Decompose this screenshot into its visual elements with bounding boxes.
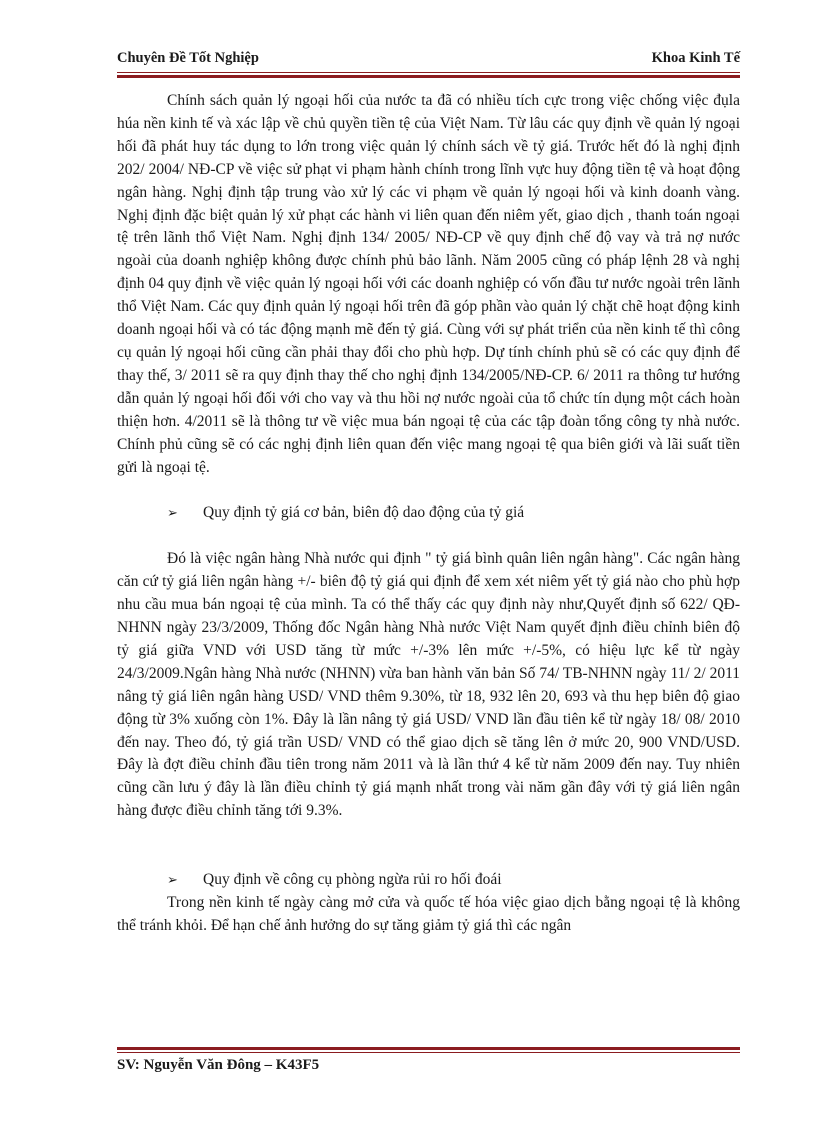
header-rule	[117, 72, 740, 78]
page-footer-student: SV: Nguyễn Văn Đông – K43F5	[117, 1057, 320, 1073]
section-heading-exchange-rate	[117, 502, 740, 525]
paragraph-exchange-rate-band: Đó là việc ngân hàng Nhà nước qui định " tỷ giá bình quân liên ngân hàng". Các ngân hàng căn cứ tỷ giá liên ngân hàng +/- biên độ tỷ giá qui định để xem xét niêm yết tỷ giá nào cho phù hợp nhu cầu mua bán ngoại tệ của mình. Ta có thể thấy các quy định này như,Quyết định số 622/ QĐ-NHNN ngày 23/3/2009, Thống đốc Ngân hàng Nhà nước Việt Nam quyết định điều chỉnh biên độ tỷ giá giữa VND với USD tăng từ mức +/-3% lên mức +/-5%, có hiệu lực kể từ ngày 24/3/2009.Ngân hàng Nhà nước (NHNN) vừa ban hành văn bản Số 74/ TB-NHNN ngày 11/ 2/ 2011 nâng tỷ giá liên ngân hàng USD/ VND thêm 9.30%, từ 18, 932 lên 20, 693 và thu hẹp biên độ giao động từ 3% xuống còn 1%. Đây là lần nâng tỷ giá USD/ VND lần đầu tiên kể từ ngày 18/ 08/ 2010 đến nay. Theo đó, tỷ giá trần USD/ VND có thể giao dịch sẽ tăng lên ở mức 20, 900 VND/USD. Đây là đợt điều chỉnh đầu tiên trong năm 2011 và là lần thứ 4 kể từ năm 2009 đến nay. Tuy nhiên cũng cần lưu ý đây là lần điều chỉnh tỷ giá mạnh nhất trong vài năm gần đây với tỷ giá liên ngân hàng được điều chỉnh tăng tới 9.3%.	[117, 550, 740, 820]
paragraph-foreign-exchange-policy: Chính sách quản lý ngoại hối của nước ta đã có nhiều tích cực trong việc chống việc đụla húa nền kinh tế và xác lập về chủ quyền tiền tệ của Việt Nam. Từ lâu các quy định về quản lý ngoại hối đã phát huy tác dụng to lớn trong việc quản lý chính sách về tỷ giá. Trước hết đó là nghị định 202/ 2004/ NĐ-CP về việc sử phạt vi phạm hành chính trong lĩnh vực huy động tiền tệ và hoạt động ngân hàng. Nghị định tập trung vào xử lý các vi phạm về quản lý ngoại hối và kinh doanh vàng. Nghị định đặc biệt quản lý xử phạt các hành vi liên quan đến niêm yết, giao dịch , thanh toán ngoại tệ trên lãnh thổ Việt Nam. Nghị định 134/ 2005/ NĐ-CP về quy định chế độ vay và trả nợ nước ngoài của doanh nghiệp không được chính phủ bảo lãnh. Năm 2005 cũng có pháp lệnh 28 và nghị định 04 quy định về việc quản lý ngoại hối với các doanh nghiệp có vốn đầu tư nước ngoài trên lãnh thổ Việt Nam. Các quy định quản lý ngoại hối trên đã góp phần vào quản lý chặt chẽ hoạt động kinh doanh ngoại hối và có tác động mạnh mẽ đến tỷ giá. Cùng với sự phát triển của nền kinh tế thì công cụ quản lý ngoại hối cũng cần phải thay đổi cho phù hợp. Dự tính chính phủ sẽ có các quy định để thay thế, 3/ 2011 sẽ ra quy định thay thế cho nghị định 134/2005/NĐ-CP. 6/ 2011 ra thông tư hướng dẫn quản lý ngoại hối đối với cho vay và thu hồi nợ nước ngoài của tổ chức tín dụng một cách hoàn thiện hơn. 4/2011 sẽ là thông tư về việc mua bán ngoại tệ của các tập đoàn tổng công ty nhà nước. Chính phủ cũng sẽ có các nghị định liên quan đến việc mang ngoại tệ qua biên giới và lãi suất tiền gửi là ngoại tệ.	[117, 92, 740, 476]
header-title: Chuyên Đề Tốt Nghiệp	[117, 50, 259, 66]
paragraph-hedging-intro: Trong nền kinh tế ngày càng mở cửa và quốc tế hóa việc giao dịch bằng ngoại tệ là không thể tránh khỏi. Để hạn chế ảnh hưởng do sự tăng giảm tỷ giá thì các ngân	[117, 894, 740, 934]
document-body	[117, 90, 740, 938]
footer-rule	[117, 1047, 740, 1053]
section-heading-text: Quy định tỷ giá cơ bản, biên độ dao động của tỷ giá	[203, 504, 525, 522]
section-heading-hedging-tools	[117, 869, 740, 892]
section-heading-text: Quy định về công cụ phòng ngừa rủi ro hối đoái	[203, 871, 502, 889]
header-faculty: Khoa Kinh Tế	[651, 50, 740, 66]
arrow-bullet-icon: ➢	[167, 505, 178, 521]
page-header	[117, 50, 740, 72]
arrow-bullet-icon: ➢	[167, 872, 178, 888]
